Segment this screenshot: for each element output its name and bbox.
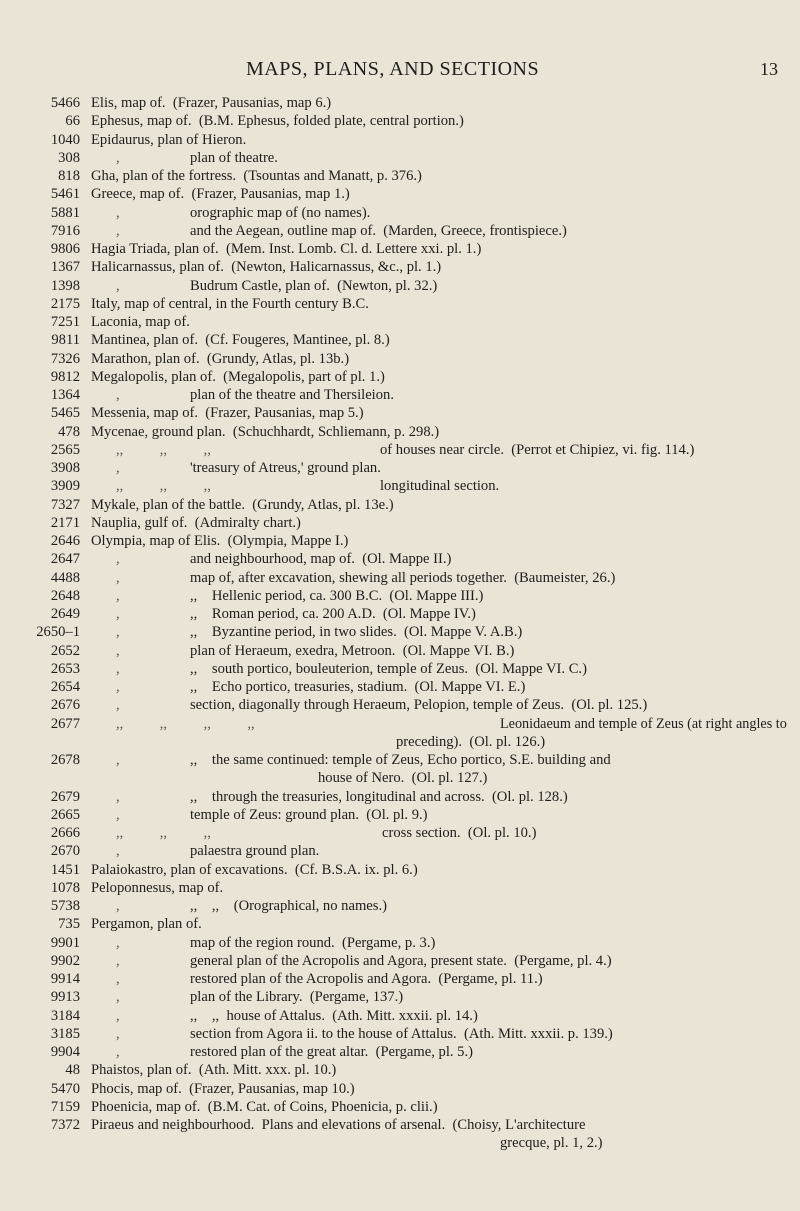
entry-text: Piraeus and neighbourhood. Plans and elevations of arsenal. (Choisy, L'architecture (91, 1117, 586, 1133)
slide-number: 2666 (50, 825, 80, 841)
slide-number: 7159 (50, 1098, 80, 1115)
catalogue-entry (0, 696, 800, 714)
catalogue-entry (0, 788, 800, 806)
catalogue-entry (0, 678, 800, 696)
catalogue-entry (0, 824, 800, 842)
catalogue-entry (0, 350, 800, 368)
catalogue-entry (0, 623, 800, 641)
entry-text: Epidaurus, plan of Hieron. (91, 131, 247, 148)
slide-number: 2654 (50, 679, 80, 695)
catalogue-entry (0, 934, 800, 952)
ditto-mark: , (116, 149, 120, 166)
entry-text: of houses near circle. (Perrot et Chipiez, vi. fig. 114.) (380, 441, 695, 458)
slide-number: 4488 (50, 569, 80, 586)
catalogue-entry (0, 1025, 800, 1043)
catalogue-list (0, 94, 800, 1153)
ditto-mark: , (116, 989, 120, 1006)
slide-number: 5881 (50, 204, 80, 221)
catalogue-entry (0, 149, 800, 167)
ditto-mark: , (116, 971, 120, 987)
catalogue-entry (0, 769, 800, 787)
catalogue-entry (0, 952, 800, 970)
catalogue-entry (0, 532, 800, 550)
catalogue-entry (0, 1134, 800, 1152)
slide-number: 2650–1 (36, 624, 80, 641)
slide-number: 1078 (50, 879, 80, 896)
catalogue-entry (0, 404, 800, 422)
entry-text: Peloponnesus, map of. (91, 879, 224, 896)
ditto-mark: ,, ,, ,, ,, (116, 715, 255, 732)
ditto-mark: , (116, 952, 120, 969)
entry-text: and neighbourhood, map of. (Ol. Mappe II.) (190, 551, 452, 568)
entry-text: Messenia, map of. (Frazer, Pausanias, map 5.) (91, 405, 364, 422)
entry-text: Halicarnassus, plan of. (Newton, Halicarnassus, &c., pl. 1.) (91, 259, 442, 276)
entry-text: Elis, map of. (Frazer, Pausanias, map 6.) (91, 95, 332, 111)
catalogue-entry (0, 879, 800, 897)
catalogue-entry (0, 167, 800, 185)
slide-number: 2676 (50, 697, 80, 714)
slide-number: 1040 (50, 131, 80, 148)
entry-text: and the Aegean, outline map of. (Marden, Greece, frontispiece.) (190, 222, 567, 239)
ditto-mark: , (116, 624, 120, 641)
entry-text: longitudinal section. (380, 478, 500, 495)
slide-number: 7326 (50, 350, 80, 367)
slide-number: 7251 (50, 314, 80, 330)
entry-text: ,, through the treasuries, longitudinal and across. (Ol. pl. 128.) (190, 788, 568, 805)
slide-number: 3184 (50, 1007, 80, 1024)
ditto-mark: , (116, 1044, 120, 1060)
entry-text: ,, Byzantine period, in two slides. (Ol. Mappe V. A.B.) (190, 624, 523, 641)
ditto-mark: , (116, 679, 120, 695)
slide-number: 9904 (50, 1044, 80, 1060)
slide-number: 1367 (50, 259, 80, 276)
catalogue-entry (0, 751, 800, 769)
entry-text: plan of the theatre and Thersileion. (190, 387, 394, 403)
ditto-mark: , (116, 587, 120, 604)
entry-text: ,, the same continued: temple of Zeus, Echo portico, S.E. building and (190, 752, 611, 768)
slide-number: 735 (58, 916, 80, 933)
slide-number: 66 (65, 113, 80, 130)
entry-text: Megalopolis, plan of. (Megalopolis, part of pl. 1.) (91, 368, 385, 385)
catalogue-entry (0, 258, 800, 276)
ditto-mark: , (116, 697, 120, 714)
entry-text: Budrum Castle, plan of. (Newton, pl. 32.) (190, 277, 438, 294)
ditto-mark: , (116, 934, 120, 951)
catalogue-entry (0, 715, 800, 733)
ditto-mark: , (116, 1025, 120, 1042)
slide-number: 2679 (50, 788, 80, 805)
ditto-mark: , (116, 660, 120, 677)
catalogue-entry (0, 569, 800, 587)
catalogue-entry (0, 605, 800, 623)
catalogue-entry (0, 915, 800, 933)
entry-text: ,, south portico, bouleuterion, temple of Zeus. (Ol. Mappe VI. C.) (190, 660, 587, 677)
slide-number: 2647 (50, 551, 80, 568)
catalogue-entry (0, 423, 800, 441)
entry-text: cross section. (Ol. pl. 10.) (382, 825, 537, 841)
ditto-mark: , (116, 606, 120, 622)
slide-number: 3185 (50, 1025, 80, 1042)
ditto-mark: , (116, 387, 120, 403)
slide-number: 3909 (50, 478, 80, 495)
entry-text: Palaiokastro, plan of excavations. (Cf. B.S.A. ix. pl. 6.) (91, 861, 418, 878)
catalogue-entry (0, 1061, 800, 1079)
catalogue-entry (0, 988, 800, 1006)
catalogue-entry (0, 587, 800, 605)
entry-text: Nauplia, gulf of. (Admiralty chart.) (91, 514, 301, 531)
entry-text: Mantinea, plan of. (Cf. Fougeres, Mantinee, pl. 8.) (91, 332, 390, 349)
ditto-mark: , (116, 898, 120, 914)
entry-text: map of the region round. (Pergame, p. 3.) (190, 934, 436, 951)
ditto-mark: , (116, 843, 120, 860)
entry-text: palaestra ground plan. (190, 843, 320, 860)
slide-number: 2678 (50, 752, 80, 768)
catalogue-entry (0, 733, 800, 751)
slide-number: 2649 (50, 606, 80, 622)
entry-text: Mykale, plan of the battle. (Grundy, Atlas, pl. 13e.) (91, 496, 394, 513)
entry-text: Italy, map of central, in the Fourth century B.C. (91, 295, 369, 312)
running-title: MAPS, PLANS, AND SECTIONS (246, 58, 540, 80)
entry-text: Pergamon, plan of. (91, 916, 202, 933)
slide-number: 2670 (50, 843, 80, 860)
entry-text: Hagia Triada, plan of. (Mem. Inst. Lomb. Cl. d. Lettere xxi. pl. 1.) (91, 241, 482, 257)
catalogue-entry (0, 441, 800, 459)
entry-text: section from Agora ii. to the house of Attalus. (Ath. Mitt. xxxii. p. 139.) (190, 1025, 613, 1042)
slide-number: 2652 (50, 642, 80, 659)
catalogue-entry (0, 368, 800, 386)
slide-number: 9902 (50, 952, 80, 969)
catalogue-entry (0, 660, 800, 678)
entry-text: Mycenae, ground plan. (Schuchhardt, Schliemann, p. 298.) (91, 423, 440, 440)
catalogue-entry (0, 313, 800, 331)
slide-number: 7327 (50, 496, 80, 513)
catalogue-entry (0, 459, 800, 477)
entry-text: plan of the Library. (Pergame, 137.) (190, 989, 404, 1006)
ditto-mark: , (116, 277, 120, 294)
slide-number: 1451 (50, 861, 80, 878)
entry-text: plan of theatre. (190, 149, 278, 166)
catalogue-entry (0, 642, 800, 660)
entry-text: Gha, plan of the fortress. (Tsountas and Manatt, p. 376.) (91, 168, 422, 184)
slide-number: 2565 (50, 441, 80, 458)
ditto-mark: , (116, 204, 120, 221)
ditto-mark: ,, ,, ,, (116, 478, 211, 495)
entry-text: preceding). (Ol. pl. 126.) (396, 733, 546, 750)
entry-text: ,, Echo portico, treasuries, stadium. (Ol. Mappe VI. E.) (190, 679, 526, 695)
slide-number: 9914 (50, 971, 80, 987)
entry-text: Phaistos, plan of. (Ath. Mitt. xxx. pl. 10.) (91, 1062, 337, 1079)
catalogue-entry (0, 277, 800, 295)
slide-number: 308 (58, 149, 80, 166)
slide-number: 5461 (50, 186, 80, 203)
entry-text: 'treasury of Atreus,' ground plan. (190, 460, 381, 476)
entry-text: temple of Zeus: ground plan. (Ol. pl. 9.) (190, 806, 428, 823)
slide-number: 5466 (50, 95, 80, 111)
catalogue-entry (0, 94, 800, 112)
catalogue-entry (0, 222, 800, 240)
slide-number: 2665 (50, 806, 80, 823)
page-header (0, 58, 800, 80)
entry-text: restored plan of the Acropolis and Agora. (Pergame, pl. 11.) (190, 971, 543, 987)
entry-text: ,, ,, (Orographical, no names.) (190, 898, 387, 914)
catalogue-entry (0, 1098, 800, 1116)
ditto-mark: , (116, 460, 120, 476)
catalogue-entry (0, 185, 800, 203)
slide-number: 5465 (50, 405, 80, 422)
ditto-mark: , (116, 569, 120, 586)
ditto-mark: , (116, 1007, 120, 1024)
entry-text: Olympia, map of Elis. (Olympia, Mappe I.) (91, 533, 349, 549)
entry-text: plan of Heraeum, exedra, Metroon. (Ol. Mappe VI. B.) (190, 642, 515, 659)
entry-text: restored plan of the great altar. (Pergame, pl. 5.) (190, 1044, 473, 1060)
catalogue-entry (0, 970, 800, 988)
slide-number: 1398 (50, 277, 80, 294)
catalogue-entry (0, 240, 800, 258)
entry-text: Leonidaeum and temple of Zeus (at right angles to (500, 715, 787, 732)
slide-number: 2648 (50, 587, 80, 604)
entry-text: Phoenicia, map of. (B.M. Cat. of Coins, Phoenicia, p. clii.) (91, 1098, 438, 1115)
entry-text: orographic map of (no names). (190, 204, 371, 221)
entry-text: ,, ,, house of Attalus. (Ath. Mitt. xxxii. pl. 14.) (190, 1007, 478, 1024)
slide-number: 478 (58, 423, 80, 440)
slide-number: 48 (65, 1062, 80, 1079)
ditto-mark: , (116, 551, 120, 568)
catalogue-entry (0, 514, 800, 532)
slide-number: 818 (58, 168, 80, 184)
slide-number: 3908 (50, 460, 80, 476)
catalogue-entry (0, 1043, 800, 1061)
slide-number: 5470 (50, 1080, 80, 1097)
entry-text: Laconia, map of. (91, 314, 190, 330)
catalogue-entry (0, 842, 800, 860)
catalogue-entry (0, 1080, 800, 1098)
catalogue-entry (0, 131, 800, 149)
catalogue-entry (0, 112, 800, 130)
slide-number: 9811 (51, 332, 80, 349)
ditto-mark: , (116, 642, 120, 659)
entry-text: section, diagonally through Heraeum, Pelopion, temple of Zeus. (Ol. pl. 125.) (190, 697, 648, 714)
slide-number: 2175 (50, 295, 80, 312)
entry-text: map of, after excavation, shewing all periods together. (Baumeister, 26.) (190, 569, 616, 586)
entry-text: Greece, map of. (Frazer, Pausanias, map 1.) (91, 186, 350, 203)
entry-text: general plan of the Acropolis and Agora, present state. (Pergame, pl. 4.) (190, 952, 612, 969)
catalogue-entry (0, 295, 800, 313)
ditto-mark: , (116, 788, 120, 805)
slide-number: 2171 (50, 514, 80, 531)
entry-text: Phocis, map of. (Frazer, Pausanias, map 10.) (91, 1080, 355, 1097)
catalogue-entry (0, 550, 800, 568)
ditto-mark: ,, ,, ,, (116, 825, 211, 841)
entry-text: Ephesus, map of. (B.M. Ephesus, folded plate, central portion.) (91, 113, 464, 130)
slide-number: 9806 (50, 241, 80, 257)
catalogue-entry (0, 861, 800, 879)
entry-text: Marathon, plan of. (Grundy, Atlas, pl. 13b.) (91, 350, 350, 367)
catalogue-entry (0, 331, 800, 349)
entry-text: house of Nero. (Ol. pl. 127.) (318, 770, 488, 787)
catalogue-entry (0, 1116, 800, 1134)
entry-text: grecque, pl. 1, 2.) (500, 1135, 603, 1152)
catalogue-entry (0, 386, 800, 404)
slide-number: 2653 (50, 660, 80, 677)
ditto-mark: , (116, 806, 120, 823)
catalogue-entry (0, 204, 800, 222)
ditto-mark: ,, ,, ,, (116, 441, 211, 458)
slide-number: 7372 (50, 1117, 80, 1133)
page-number: 13 (760, 59, 778, 79)
catalogue-entry (0, 477, 800, 495)
catalogue-entry (0, 1007, 800, 1025)
catalogue-entry (0, 897, 800, 915)
slide-number: 1364 (50, 387, 80, 403)
entry-text: ,, Roman period, ca. 200 A.D. (Ol. Mappe IV.) (190, 606, 476, 622)
slide-number: 9913 (50, 989, 80, 1006)
slide-number: 9812 (50, 368, 80, 385)
slide-number: 2646 (50, 533, 80, 549)
slide-number: 7916 (50, 222, 80, 239)
ditto-mark: , (116, 752, 120, 768)
ditto-mark: , (116, 222, 120, 239)
slide-number: 5738 (50, 898, 80, 914)
entry-text: ,, Hellenic period, ca. 300 B.C. (Ol. Mappe III.) (190, 587, 484, 604)
catalogue-entry (0, 496, 800, 514)
catalogue-entry (0, 806, 800, 824)
slide-number: 2677 (50, 715, 80, 732)
slide-number: 9901 (50, 934, 80, 951)
